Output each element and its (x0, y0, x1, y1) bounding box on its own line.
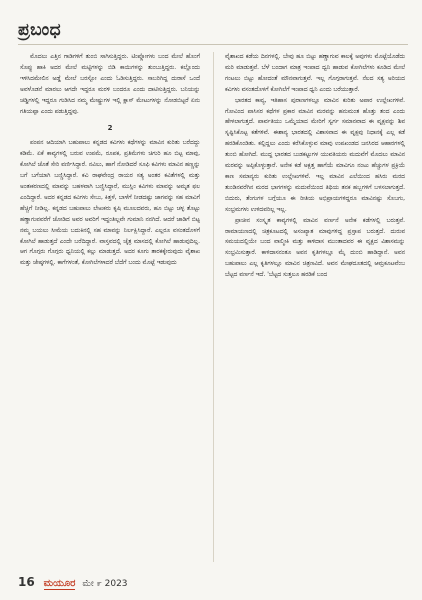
column-divider (213, 52, 214, 562)
right-column (225, 52, 405, 572)
left-paragraph-2: ಪಂಪನ ಆದಿಯಾಗಿ ಬಹುಪಾಲು ಕನ್ನಡದ ಕವಿಗಳು ಕಥೆಗಳನ್ನು ಮಾವಿನ ಕುರಿತು ಬರೆದದ್ದು ಕಡಿಮೆ. ಏಕೆ ಕಾವ್ಯಗಳಲ್ಲಿ ಬರುವ ಉಪಮೆ, ರೂಪಕ, ಪ್ರತಿಮೆಗಳು ಚಿಗುರಿ ಹೂ ಬಿಟ್ಟ ಮಾವು, ಕೋಗಿಲೆ ಜೊತೆ ಸೇರಿ ವರ್ಣಿಸಿದ್ದಾರೆ. ನವಿಲು, ಹಾಗೆ ನೋಡಿದರೆ ಸೂಫಿ ಕವಿಗಳು ಮಾವಿನ ಹಣ್ಣನ್ನು ಬಗೆ ಬಗೆಯಾಗಿ ಬಣ್ಣಿಸಿದ್ದಾರೆ. ಕವಿ ರಾಘವೇಂದ್ರ ರಾಯರ ಸತ್ಯ ಅಂತರ ಕವಿತೆಗಳಲ್ಲಿ ಮತ್ತು ಅಂತಃಕರಣದಲ್ಲಿ ಮಾವನ್ನು ಬಹಳವಾಗಿ ಬಣ್ಣಿಸಿದ್ದಾರೆ, ಮುಸ್ಲಿಂ ಕವಿಗಳು ಮಾವನ್ನು ಅಮೃತ ಫಲ ಎಂದಿದ್ದಾರೆ. ಅದರ ಕನ್ನಡದ ಕವಿಗಳು ಸೇಬು, ಕಿತ್ತಳೆ, ಬಾಳೆಗೆ ನೀಡದಷ್ಟು ಜಾಗವನ್ನು ಸಹ ಮಾವಿಗೆ ಹೆಚ್ಚಿಗೆ ನೀಡಿಲ್ಲ. ಕನ್ನಡದ ಬಹುಪಾಲು ಲೇಖಕರು ಕೃಷಿ ಮೂಲದವರು, ಹೂ ಬಿಟ್ಟು ಚಳ್ಳ ತೊಟ್ಟು ಹಣ್ಣಾಗುವವರೆಗೆ ಜೋಡಿದ ಅವರ ಅವರಿಗೆ ಇದ್ದಂತಿಲ್ಲವೇ ಗುಮಾನಿ ನನಗಿದೆ. ಆದರೆ ಜಾಡಿಗೆ ಬಿಟ್ಟ ನಮ್ಮ ಬಯಲು ಸೀಮೆಯ ಬದುಕಿನಲ್ಲಿ ಸಹ ಮಾವನ್ನು ನಿರ್ಲಕ್ಷಿಸಿದ್ದಾರೆ. ಎಲ್ಲರೂ ವಸಂತದೊಳಗೆ ಕೋಗಿಲೆ ಹಾಡುತ್ತದೆ ಎಂದೇ ಬರೆದಿದ್ದಾರೆ. ವಾಸ್ತವದಲ್ಲಿ ಚೈತ್ರ ಮಾಸದಲ್ಲಿ ಕೋಗಿಲೆ ಹಾಡುವುದಿಲ್ಲ. ಆಗ ಗೊಗ್ಗರು ಗೊಗ್ಗರು ಧ್ವನಿಯಲ್ಲಿ ಕಲ್ಲು ಮಾಡುತ್ತದೆ. ಅದರ ಕೂಗು ತಾರಕಕ್ಕೇರುವುದು ವೈಶಾಖ ಮತ್ತು ಜೇಷ್ಠಗಳಲ್ಲಿ. ಕಾಗೆಗಳಂತೆ, ಕೋಗಿಲೆಗಳಾದರೆ ಬೆದೆಗೆ ಬಂದು ಮೊಟ್ಟೆ ಇಡುವುದು (20, 140, 200, 267)
issue-date: ಮೇ ೯ 2023 (82, 579, 128, 589)
left-paragraph-1: ಮೊದಲು ಎತ್ತಿನ ಗಾಡಿಗಳಿಗೆ ತುಂಬಿ ಸಾಗಿಸುತ್ತಿದ್ದರು. ಟಿಂಪ್ಲೋಗಳು ಬಂದ ಮೇಲೆ ಹೊಂಗೆ ಸೊಪ್ಪು ಹಾಕಿ ಅದರ ಮೇಲೆ ಮಟ್ಟಿಗಳನ್ನು ಬಿಡಿ ಕಾಯಿಗಳನ್ನು ತುಂಬುತ್ತಿದ್ದರು. ಕಲ್ಲೊಂದು ಇಳಿಸಿದಮೇಲಿನ ಅಡ್ಡೆ ಮೇಲೆ ಬರಸ್ಟೋ ಎಂದು ಓಡಿಸುತ್ತಿದ್ದರು. ಸಾಬರಿಗಿದ್ದ ದುರಾಸೆ ಒಂದೆ ಅವಳೊಡನೆ ಮಾರಲು ಆಗದೇ ಇದ್ದರೂ ಮರಳಿ ಬಂದರೂ ಎಂದು ದಾಟಿಸುತ್ತಿದ್ದರು. ಬನಿಯನ್ನು ಚಡ್ಡಿಗಳಲ್ಲಿ ಇದ್ದರೂ ಗುಡಿಸಿದ ನಮ್ಮ ಮೇಷ್ಟ್ರುಗಳ ಇಲ್ಲಿ ಕ್ಲಾಸ್ ಮೇಟುಗಳನ್ನು ನೋಡಬಿಟ್ಟರೆ ಏನು ಗತಿಯಪ್ಪಾ ಎಂದು ಪಡುತ್ತಿದ್ದವು. (20, 54, 200, 115)
header-divider (18, 44, 408, 45)
section-number: 2 (107, 124, 113, 133)
page-footer (18, 575, 218, 595)
right-paragraph-1: ವೈಶಾಖದ ಕಡೆಯ ದಿನಗಳಲ್ಲಿ. ಬೇವು ಹೂ ಬಿಟ್ಟು ಹಣ್ಣಾಗುವ ಕಾಲಕ್ಕೆ ಅವುಗಳು ಮೊಟ್ಟೆಯೊಡೆದು ಮರಿ ಮಾಡುತ್ತವೆ. ಬೆಳೆ ಬಂದಾಗ ಮಾತ್ರ ಇಂಪಾದ ದ್ವನಿ ಹಾಡುವ ಕೋಗಿಲೆಗಳು ಕೂಡಿದ ಮೇಲೆ ಗಂಟಲು ಬಿಟ್ಟು ಹೋದಂತೆ ಮೌನವಾಗುತ್ತವೆ. ಇಲ್ಲ ಗೊಗ್ಗರಾಗುತ್ತವೆ. ನೆಲದ ಸತ್ಯ ಅರಿಯದ ಕವಿಗಳು ವಸಂತದೊಳಗೆ ಕೋಗಿಲೆಗೆ ಇಂಪಾದ ಧ್ವನಿ ಎಂದು ಬರೆಯುತ್ತಾರೆ. (225, 54, 405, 93)
right-paragraph-2: ಭಾರತದ ಕಾವ್ಯ, ಇತಿಹಾಸ ಪುರಾಣಗಳಲ್ಲೂ ಮಾವಿನ ಕುರಿತು ಅಪಾರ ಉಲ್ಲೇಖಗಳಿವೆ. ಗೋವಿಂದ ಪಾಸಿಸರ ಕಥೆಗಳ ಪ್ರಕಾರ ಮಾವಿನ ಮರವನ್ನು ಹನುಮಂತ ಹೊತ್ತು ತಂದ ಎಂದು ಹೇಳಲಾಗುತ್ತದೆ. ಪಾರ್ವತಿಯು ಒಮ್ಮೆಯಾದ ಮೇರಿಗೆ ಸ್ವರ್ಗ ಸಮಾನವಾದ ಈ ವೃಕ್ಷವನ್ನು ಶಿವ ಸೃಷ್ಟಿಸಿಕೊಟ್ಟ ಕತೆಗಳಿವೆ. ಈಶಾನ್ಯ ಭಾರತದಲ್ಲಿ ವಿಶಾಸವಾದ ಈ ವೃಕ್ಷವು ನಿಧಾನಕ್ಕೆ ಎಲ್ಲ ಕಡೆ ಹರಡಿಕೊಂಡಿತು. ಕಲ್ಲಿದ್ದಲು ಎಂದು ಕರೆಸಿಕೊಳ್ಳುವ ಮಾವು ಉಪಖಂಡದ ಜನಸಿರದ ಆಹಾರಗಳಲ್ಲಿ ತುಂಬಿ ಹೋಗಿದೆ. ಮುದ್ದ ಭಾರತದ ಬುಡಕಟ್ಟುಗಳ ಯುವತಿಯರು ಮದುವೆಗೆ ಮೊದಲು ಮಾವಿನ ಮರವನ್ನು ಅಪ್ಪಿಕೊಳ್ಳುತ್ತಾರೆ. ಅನೇಕ ಕಡೆ ಅಕ್ಷತ್ತ ಹಾಗೆಯೆ ಮಾವಿಗೂ ನಂಟು ಹೆಚ್ಚುಗಳ ಪ್ರಕ್ರಿಯೆ ಕಾಣ ಸಮಾನ್ಯರು ಕುರಿತು ಉಲ್ಲೇಖಗಳಿವೆ. ಇಲ್ಲ ಮಾವಿನ ಎಲೆಯಿಂದ ಹಸಿರು ಮರದ ತುಂಡಿನವರೆಗಿನ ಮರದ ಭಾಗಗಳನ್ನು ಮದುವೆಯಿಂದ ತಿಥಿಯ ತನಕ ಹಬ್ಬಗಳಿಗೆ ಬಳಸಲಾಗುತ್ತದೆ. ಬಿದುರು, ತೆಂಗುಗಳ ಬಗ್ಗೆಯೂ ಈ ರೀತಿಯ ಅಭಿಪ್ರಾಯಗಳಿದ್ದರೂ ಮಾವಿನಷ್ಟು ಸೊಬಗು, ಸಂಭ್ರಮಗಳು ಉಳಿದವರಿಲ್ಲ ಇಲ್ಲ. (225, 97, 405, 213)
page-header (0, 0, 422, 50)
magazine-logo: ಮಯೂರ (43, 578, 76, 589)
right-paragraph-3: ಪ್ರಾಚೀನ ಸಂಸ್ಕೃತ ಕಾವ್ಯಗಳಲ್ಲಿ ಮಾವಿನ ವರ್ಣನೆ ಅನೇಕ ಕಡೆಗಳಲ್ಲಿ ಬರುತ್ತವೆ. ರಾಮಾಯಣದಲ್ಲಿ ಚಿತ್ರಕೂಟದಲ್ಲಿ ಅಸಂಖ್ಯಾತ ಮಾವುಗಳಿದ್ದ ಪ್ರಸ್ತಾಪ ಬರುತ್ತದೆ. ದುರುವ ಸಮಯದಲ್ಲಿಯೇ ಬಂದ ವಾಲ್ಮೀಕಿ ಮತ್ತು ಕಾಳಿದಾಸ ಮುಂತಾದವರ ಈ ವೃಕ್ಷದ ವಿಶಾಸಮನ್ನು ಸಂಭ್ರಮಿಸುತ್ತಾರೆ. ಕಾಳಿದಾಸನಂತೂ ಅವನ ಕೃತಿಗಳಲ್ಲೂ ಮೈ ದುಂಬಿ ಹಾಡಿದ್ದಾನೆ. ಅವನ ಬಹುಪಾಲು ಎಲ್ಲ ಕೃತಿಗಳಲ್ಲೂ ಮಾವಿನ ಚಿತ್ರಣವಿದೆ. ಅವನ ಮೇಘದೂತದಲ್ಲಿ ಆಮ್ರಕೂಟವೆಂಬ ಬೆಟ್ಟದ ವರ್ಣನೆ ಇದೆ. 'ಬೆಟ್ಟದ ಸುತ್ತಲೂ ಹರಡಿಕೆ ಬಂದ (225, 217, 405, 279)
left-column (20, 52, 200, 572)
section-title: ಪ್ರಬಂಧ (18, 20, 62, 40)
page-number: 16 (18, 575, 35, 589)
